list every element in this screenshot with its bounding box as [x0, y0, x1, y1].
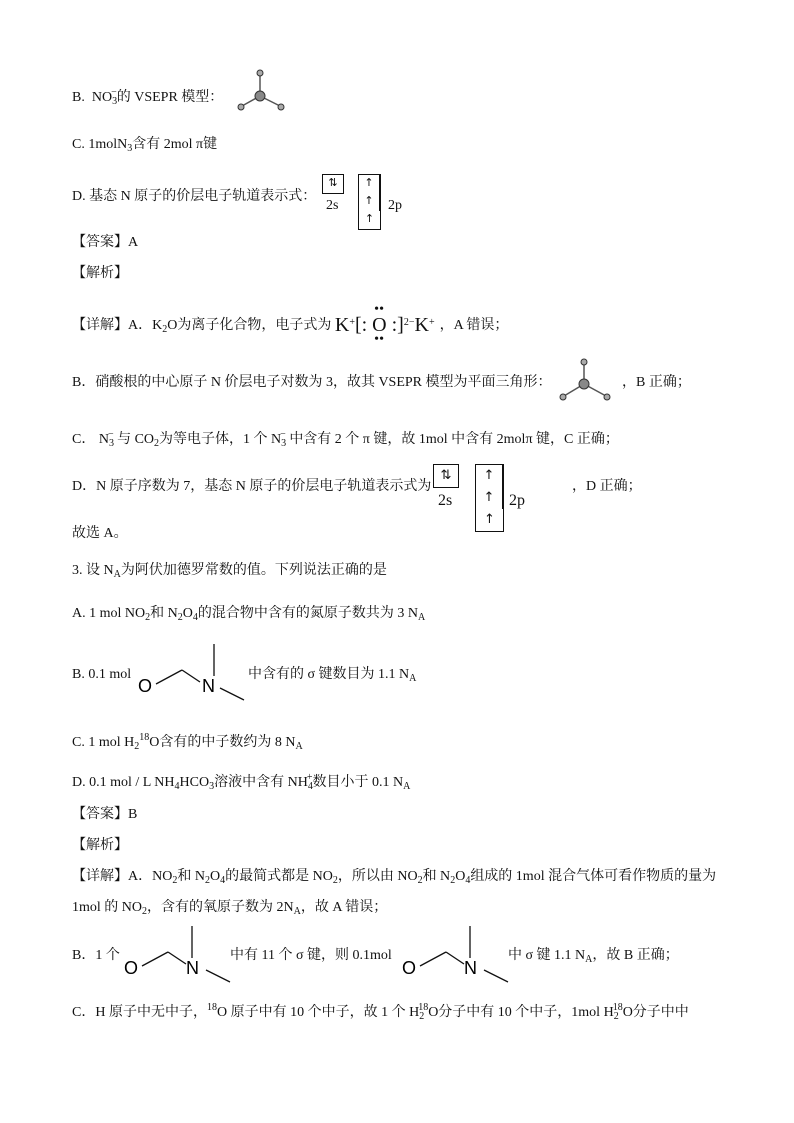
q3-option-b-text: 中含有的 σ 键数目为 1.1 $N_A$ — [248, 667, 417, 684]
q3-detail-a-line2: 1mol 的 $NO_2$，含有的氧原子数为 $2N_A$，故 A 错误； — [72, 900, 388, 917]
q3-stem: 3. 设 $N_A$为阿伏加德罗常数的值。下列说法正确的是 — [72, 563, 387, 580]
q3-detail-b-mid: 中有 11 个 σ 键，则 0.1mol — [230, 948, 392, 963]
q2-option-d: D. 基态 N 原子的价层电子轨道表示式： — [72, 189, 317, 204]
svg-text:N: N — [202, 676, 215, 696]
q2-detail-a: 【详解】A．$K_2O$为离子化合物，电子式为 K+[: •• O •• :]$^{2-}$K+ ，A 错误； — [72, 302, 509, 347]
q2-conclusion: 故选 A。 — [72, 526, 128, 541]
dmf-structure-icon-2 — [120, 924, 232, 986]
q2-option-b: B. $NO_3^-$的 VSEPR 模型： — [72, 87, 224, 107]
q3-option-d: D. 0.1 mol / L $NH_4HCO_3$溶液中含有 $NH_4^+$数目小于 0.1 $N_A$ — [72, 772, 411, 792]
q2-detail-c: C． $N_3^-$ 与 $CO_2$为等电子体，1 个 $N_3^-$ 中含有 2 个 π 键，故 1mol 中含有 2molπ 键，C 正确； — [72, 429, 619, 449]
dmf-structure-icon — [134, 640, 246, 704]
q3-detail-c: C．H 原子中无中子，$^{18}$O 原子中有 10 个中子，故 1 个 $H_2^{18}O$分子中有 10 个中子，1mol $H_2^{18}O$分子中中 — [72, 1002, 689, 1022]
svg-text:O: O — [402, 958, 417, 978]
q2-detail-d-end: ，D 正确； — [572, 479, 642, 494]
vsepr-planar-icon — [556, 356, 616, 406]
vsepr-model-icon — [232, 66, 292, 114]
q2-detail-d: D．N 原子序数为 7，基态 N 原子的价层电子轨道表示式为 — [72, 479, 432, 494]
q3-detail-a: 【详解】A．$NO_2$和 $N_2O_4$的最简式都是 $NO_2$，所以由 $NO_2$和 $N_2O_4$组成的 1mol 混合气体可看作物质的量为 — [72, 869, 717, 886]
svg-text:N: N — [464, 958, 477, 978]
q3-detail-b-end: 中 σ 键 1.1 $N_A$，故 B 正确； — [508, 948, 679, 965]
q3-answer: 【答案】B — [72, 807, 138, 822]
q3-option-a: A. 1 mol $NO_2$和 $N_2O_4$的混合物中含有的氮原子数共为 3 $N_A$ — [72, 606, 426, 623]
q3-option-c: C. 1 mol $H_2^{18}O$含有的中子数约为 8 $N_A$ — [72, 732, 303, 752]
q3-detail-b: B．1 个 — [72, 948, 120, 963]
q2-answer: 【答案】A — [72, 235, 139, 250]
svg-text:O: O — [124, 958, 139, 978]
q2-detail-b: B．硝酸根的中心原子 N 价层电子对数为 3，故其 VSEPR 模型为平面三角形： — [72, 375, 552, 390]
q2-analysis: 【解析】 — [72, 266, 128, 281]
svg-text:N: N — [186, 958, 199, 978]
dmf-structure-icon-3 — [398, 924, 510, 986]
q3-option-b: B. 0.1 mol — [72, 667, 132, 682]
q2-detail-b-end: ，B 正确； — [622, 375, 691, 390]
q2-option-c: C. 1molN$_3$含有 2mol π键 — [72, 137, 218, 154]
svg-text:O: O — [138, 676, 153, 696]
q3-analysis: 【解析】 — [72, 838, 128, 853]
